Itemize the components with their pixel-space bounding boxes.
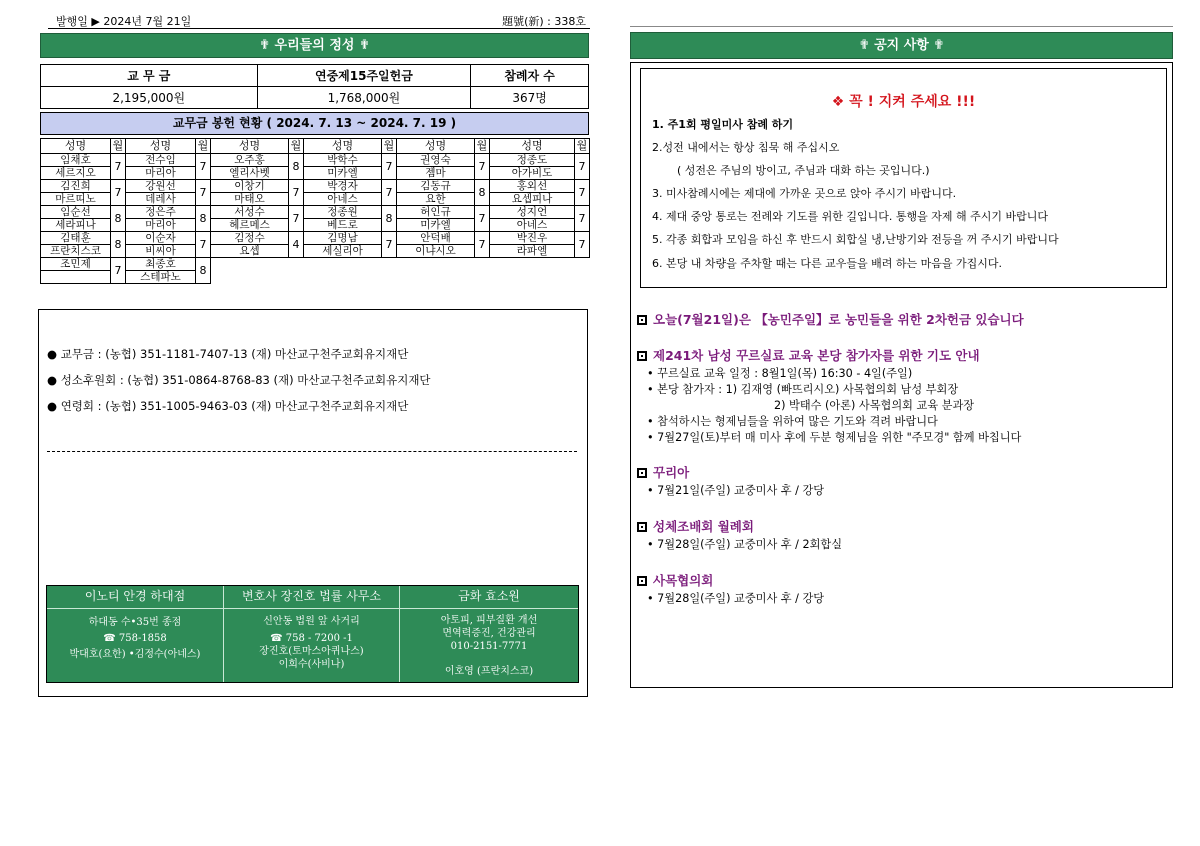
ad-enzyme-center	[400, 586, 578, 682]
value-sunday-collection: 1,768,000원	[257, 87, 471, 109]
header-month: 월	[111, 139, 126, 154]
donor-baptismal-name: 스테파노	[126, 271, 196, 284]
donor-name: 조민제	[41, 258, 111, 271]
header-sunday-collection: 연중제15주일헌금	[257, 65, 471, 87]
rule-item: 6. 본당 내 차량을 주차할 때는 다른 교우들을 배려 하는 마음을 가집시다.	[652, 257, 1002, 270]
donor-baptismal-name: 젬마	[397, 167, 475, 180]
donor-name: 정종도	[490, 154, 575, 167]
notice-item: • 참석하시는 형제님들을 위하여 많은 기도와 격려 바랍니다	[647, 415, 938, 428]
notice-box	[630, 62, 1173, 688]
top-rule	[630, 26, 1173, 27]
donor-name: 김태훈	[41, 232, 111, 245]
donor-months: 8	[111, 206, 126, 232]
donor-table	[40, 138, 590, 284]
donor-header-row	[41, 139, 590, 154]
donor-name: 안덕배	[397, 232, 475, 245]
square-bullet-icon	[637, 576, 647, 586]
notice-heading: 제241차 남성 꾸르실료 교육 본당 참가자를 위한 기도 안내	[637, 346, 980, 364]
notice-heading: 성체조배회 월례회	[637, 517, 754, 535]
donor-months: 7	[382, 180, 397, 206]
donor-name: 이창기	[211, 180, 289, 193]
donor-row	[41, 258, 590, 271]
donor-months: 8	[289, 154, 304, 180]
empty-cell	[211, 258, 590, 284]
donor-name: 정종원	[304, 206, 382, 219]
donor-name: 강원선	[126, 180, 196, 193]
donor-months: 7	[196, 180, 211, 206]
donor-months: 7	[289, 180, 304, 206]
rule-item: 3. 미사참례시에는 제대에 가까운 곳으로 앉아 주시기 바랍니다.	[652, 187, 957, 200]
donor-baptismal-name: 베드로	[304, 219, 382, 232]
rule-item: 4. 제대 중앙 통로는 전례와 기도를 위한 길입니다. 통행을 자제 해 주시기 바랍니다	[652, 210, 1048, 223]
donor-row	[41, 180, 590, 193]
notice-item: • 7월27일(토)부터 매 미사 후에 두분 형제님을 위한 "주모경" 함께 바칩니다	[647, 431, 1022, 444]
donor-months: 7	[196, 232, 211, 258]
donor-baptismal-name: 엘리사벳	[211, 167, 289, 180]
donor-months: 8	[196, 258, 211, 284]
donor-baptismal-name: 요셉	[211, 245, 289, 258]
donor-baptismal-name: 요한	[397, 193, 475, 206]
header-name: 성명	[304, 139, 382, 154]
donor-name: 김진희	[41, 180, 111, 193]
donor-months: 4	[289, 232, 304, 258]
ad-line: 이희수(사비나)	[278, 659, 345, 670]
ad-line: 아토피, 피부질환 개선	[440, 615, 538, 626]
donor-months: 7	[382, 154, 397, 180]
issue-number: 題號(新) : 338호	[502, 15, 586, 28]
donor-months: 7	[382, 232, 397, 258]
donor-baptismal-name: 헤르메스	[211, 219, 289, 232]
donor-baptismal-name: 세라피나	[41, 219, 111, 232]
header-name: 성명	[41, 139, 111, 154]
rules-box	[640, 68, 1167, 288]
donor-name: 성지언	[490, 206, 575, 219]
donor-months: 7	[111, 258, 126, 284]
ad-optician	[47, 586, 224, 682]
donor-months: 7	[575, 154, 590, 180]
donor-name: 김동규	[397, 180, 475, 193]
donor-name: 김정수	[211, 232, 289, 245]
donor-name: 박경자	[304, 180, 382, 193]
square-bullet-icon	[637, 468, 647, 478]
donor-name: 이순자	[126, 232, 196, 245]
donor-months: 7	[575, 206, 590, 232]
square-bullet-icon	[637, 522, 647, 532]
donor-months: 8	[382, 206, 397, 232]
offering-section-title: ✟ 우리들의 정성 ✟	[40, 33, 589, 58]
notice-heading: 꾸리아	[637, 463, 689, 481]
notice-section-title: ✟ 공지 사항 ✟	[630, 32, 1173, 59]
offering-summary-table	[40, 64, 589, 109]
ad-line: 하대동 수•35번 종점	[88, 617, 182, 628]
rule-item: 5. 각종 회합과 모임을 하신 후 반드시 회합실 냉,난방기와 전등을 꺼 주시기 바랍니다	[652, 233, 1059, 246]
donor-baptismal-name: 이냐시오	[397, 245, 475, 258]
donor-months: 8	[111, 232, 126, 258]
account-vocation-support: ● 성소후원회 : (농협) 351-0864-8768-83 (재) 마산교구천주교회유지재단	[47, 373, 431, 387]
notice-item: • 본당 참가자 : 1) 김재영 (빠뜨리시오) 사목협의회 남성 부회장	[647, 383, 959, 396]
donor-name: 최종호	[126, 258, 196, 271]
notice-item: • 7월28일(주일) 교중미사 후 / 강당	[647, 592, 825, 605]
donor-months: 7	[289, 206, 304, 232]
donor-name: 임채호	[41, 154, 111, 167]
donor-baptismal-name	[41, 271, 111, 284]
ad-line: ☎ 758 - 7200 -1	[270, 633, 353, 644]
header-attendance: 참례자 수	[471, 65, 589, 87]
header-name: 성명	[490, 139, 575, 154]
value-parish-dues: 2,195,000원	[41, 87, 258, 109]
donor-baptismal-name: 비씨아	[126, 245, 196, 258]
notice-heading: 오늘(7월21일)은 【농민주일】로 농민들을 위한 2차헌금 있습니다	[637, 310, 1024, 328]
donor-months: 7	[475, 206, 490, 232]
offering-header-row	[41, 65, 589, 87]
donor-baptismal-name: 미카엘	[304, 167, 382, 180]
header-month: 월	[475, 139, 490, 154]
rule-item: 1. 주1회 평일미사 참례 하기	[652, 118, 794, 131]
donor-months: 7	[575, 232, 590, 258]
donor-baptismal-name: 미카엘	[397, 219, 475, 232]
donor-months: 8	[196, 206, 211, 232]
donor-baptismal-name: 아네스	[304, 193, 382, 206]
donor-baptismal-name: 데레사	[126, 193, 196, 206]
rule-item: ( 성전은 주님의 방이고, 주님과 대화 하는 곳입니다.)	[677, 164, 930, 177]
notice-heading: 사목협의회	[637, 571, 713, 589]
donor-months: 7	[111, 154, 126, 180]
header-month: 월	[196, 139, 211, 154]
notice-item: • 7월28일(주일) 교중미사 후 / 2회합실	[647, 538, 843, 551]
donor-name: 임순선	[41, 206, 111, 219]
square-bullet-icon	[637, 315, 647, 325]
donor-baptismal-name: 아가비도	[490, 167, 575, 180]
donor-baptismal-name: 마리아	[126, 167, 196, 180]
ad-title: 금화 효소원	[400, 586, 578, 609]
publication-date: 발행일 ▶ 2024년 7월 21일	[56, 15, 192, 28]
header-name: 성명	[211, 139, 289, 154]
ad-line: 박대호(요한) •김정수(아네스)	[69, 649, 201, 660]
donor-row	[41, 206, 590, 219]
value-attendance: 367명	[471, 87, 589, 109]
donor-months: 7	[196, 154, 211, 180]
donor-baptismal-name: 요셉피나	[490, 193, 575, 206]
ad-line: 신안동 법원 앞 사거리	[263, 616, 360, 627]
header-month: 월	[289, 139, 304, 154]
ad-line: 이호영 (프란치스코)	[444, 666, 534, 677]
square-bullet-icon	[637, 351, 647, 361]
dashed-divider	[47, 451, 577, 452]
ad-title: 변호사 장진호 법률 사무소	[224, 586, 399, 609]
offering-value-row	[41, 87, 589, 109]
donor-baptismal-name: 세실리아	[304, 245, 382, 258]
header-name: 성명	[397, 139, 475, 154]
donor-name: 서성수	[211, 206, 289, 219]
donor-name: 홍외선	[490, 180, 575, 193]
donor-baptismal-name: 세르지오	[41, 167, 111, 180]
donor-baptismal-name: 라파엘	[490, 245, 575, 258]
rule-item: 2.성전 내에서는 항상 침묵 해 주십시오	[652, 141, 840, 154]
donor-name: 박진우	[490, 232, 575, 245]
donor-months: 7	[475, 232, 490, 258]
accounts-box	[38, 309, 588, 697]
donor-name: 권영숙	[397, 154, 475, 167]
donor-baptismal-name: 마태오	[211, 193, 289, 206]
donation-status-title: 교무금 봉헌 현황 ( 2024. 7. 13 ~ 2024. 7. 19 )	[40, 112, 589, 135]
donor-name: 김명남	[304, 232, 382, 245]
ad-line: ☎ 758-1858	[103, 633, 167, 644]
header-month: 월	[575, 139, 590, 154]
donor-name: 전수임	[126, 154, 196, 167]
donor-row	[41, 154, 590, 167]
donor-name: 박학수	[304, 154, 382, 167]
notice-item: • 7월21일(주일) 교중미사 후 / 강당	[647, 484, 825, 497]
donor-baptismal-name: 프란치스코	[41, 245, 111, 258]
donor-months: 8	[475, 180, 490, 206]
donor-name: 허인규	[397, 206, 475, 219]
publication-info	[48, 10, 590, 29]
warning-heading: ❖ 꼭 ! 지켜 주세요 !!!	[831, 94, 976, 110]
account-funeral-society: ● 연령회 : (농협) 351-1005-9463-03 (재) 마산교구천주교회유지재단	[47, 399, 409, 413]
sponsor-ads	[46, 585, 579, 683]
notice-item: • 꾸르실료 교육 일정 : 8월1일(목) 16:30 - 4일(주일)	[647, 367, 913, 380]
donor-row	[41, 232, 590, 245]
account-parish-dues: ● 교무금 : (농협) 351-1181-7407-13 (재) 마산교구천주교회유지재단	[47, 347, 409, 361]
donor-name: 정은주	[126, 206, 196, 219]
header-parish-dues: 교 무 금	[41, 65, 258, 87]
donor-baptismal-name: 마르띠노	[41, 193, 111, 206]
donor-baptismal-name: 아네스	[490, 219, 575, 232]
ad-line: 010-2151-7771	[450, 641, 528, 652]
ad-law-office	[224, 586, 400, 682]
donor-months: 7	[475, 154, 490, 180]
ad-title: 이노티 안경 하대점	[47, 586, 223, 609]
notice-item: 2) 박태수 (아론) 사목협의회 교육 분과장	[774, 399, 975, 412]
donor-months: 7	[111, 180, 126, 206]
donor-months: 7	[575, 180, 590, 206]
header-name: 성명	[126, 139, 196, 154]
donor-name: 오주홍	[211, 154, 289, 167]
donor-baptismal-name: 마리아	[126, 219, 196, 232]
ad-line: 장진호(토마스아퀴나스)	[259, 646, 364, 657]
header-month: 월	[382, 139, 397, 154]
ad-line: 면역력증진, 건강관리	[442, 628, 536, 639]
